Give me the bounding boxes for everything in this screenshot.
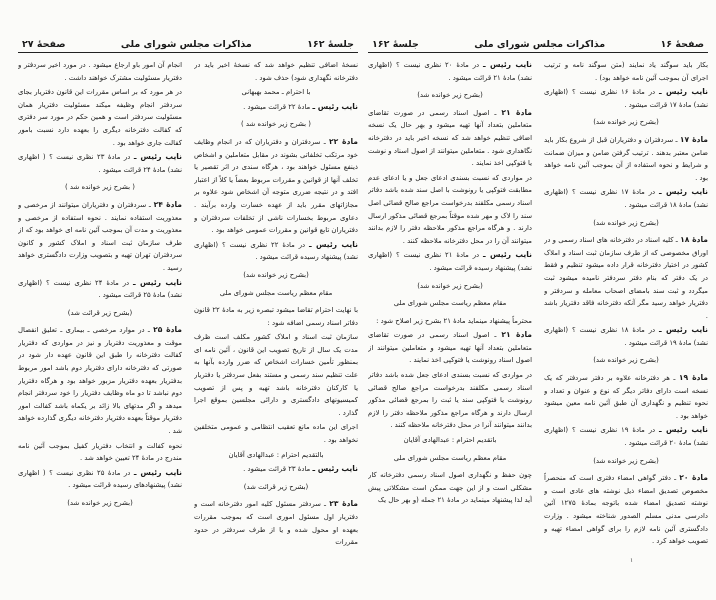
paragraph-text: (بشرح زیر خوانده شد) — [593, 118, 659, 127]
text-column — [194, 59, 358, 597]
paragraph-text: (بشرح زیر خوانده شد) — [417, 281, 483, 290]
paragraph-text: چون حفظ و نگهداری اصول اسناد رسمی دفترخانه کار مشکلی است و از این جهت ممکن است مشکلاتی پیش آید لذا پیشنهاد مینماید در مادهٔ ۲۱ جمله (و بهر حال یک — [368, 471, 532, 505]
header-title: مذاکرات مجلس شورای ملی — [474, 39, 606, 50]
paragraph — [368, 329, 532, 367]
paragraph-text: باتقدیم احترام : عبدالهادی آقایان — [403, 436, 497, 445]
paragraph-text: با نهایت احترام تقاضا میشود تبصره زیر به مادهٔ ۲۲ قانون دفاتر اسناد رسمی اضافه شود : — [194, 306, 358, 327]
text-column — [544, 59, 708, 597]
speaker-or-article-label: مادهٔ ۲۱ — [501, 330, 532, 340]
paragraph — [18, 277, 182, 302]
speaker-or-article-label: نایب رئیس ـ — [483, 250, 532, 260]
page-number: صفحهٔ ۱۶ — [660, 39, 704, 50]
paragraph — [544, 186, 708, 211]
paragraph-text: (بشرح زیر خوانده شد) — [593, 456, 659, 465]
paragraph-text: بکار باید سوگند یاد نمایند (متن سوگند نامه و ترتیب اجرای آن بموجب آئین نامه خواهد بود) . — [544, 61, 708, 82]
paragraph-text: ـ اصول اسناد رسمی در صورت تقاضای متعاملین بتعداد آنها تهیه میشود و بهر حال یک نسخه اضافی تنظیم خواهد شد که نسخه اخیر باید در دفترخانه نگاهداری شود . متعاملین میتوانند از اصول اسناد و نوشت یا فتوکپی اخذ نمایند . — [368, 108, 532, 168]
paragraph — [544, 86, 708, 111]
text-column — [368, 59, 532, 597]
speaker-or-article-label: نایب رئیس ـ — [483, 60, 532, 69]
paragraph-text: (بشرح زیر خوانده شد) — [593, 356, 659, 365]
paragraph — [368, 315, 532, 328]
signature-line — [194, 449, 358, 462]
speaker-or-article-label: مادهٔ ۱۸ — [680, 235, 708, 245]
paragraph — [368, 107, 532, 170]
paragraph — [544, 324, 708, 349]
paragraph — [544, 234, 708, 322]
paragraph-text: (بشرح زیر خوانده شد) — [593, 218, 659, 227]
paragraph — [368, 369, 532, 432]
paragraph-text: مادهٔ ۲۳ قرائت میشود . — [243, 465, 313, 474]
paragraph — [368, 172, 532, 248]
paragraph-text: با احترام ـ محمد بهبهانی — [241, 88, 311, 97]
speaker-or-article-label: نایب رئیس ـ — [312, 101, 358, 111]
paragraph-text: در مواردی که نسبت بسندی ادعای جعل و یا ادعای عدم مطابقت فتوکپی یا رونوشت با اصل سند شده باشد دفاتر اسناد رسمی مکلفند بدرخواست مراجع صالح قضائی اصل سند را لاک و مهر شده موقتاً بمرجع قضائی مذکور ارسال دارند . و هرگاه مراجع مذکور ملاحظه دفتر را لازم بدانند میتوانند آن را در محل دفترخانه ملاحظه کنند . — [368, 173, 532, 245]
paragraph-text: در مادهٔ ۲۲ نظری نیست ؟ (اظهاری نشد) پیشنهاد رسیده قرائت میشود . — [194, 240, 358, 262]
paragraph — [544, 372, 708, 422]
paragraph — [18, 59, 182, 84]
paragraph-text: ـ دفتر گواهی امضاء دفتری است که منحصراً مخصوص تصدیق امضاء ذیل نوشته های عادی است و نوشته تصدیق امضاء شده باتوجه بمادهٔ ۱۲۷۵ آئین دادرسی مدنی مسلم الصدور شناخته میشود . وزارت دادگستری آئین نامه لازم را برای گواهی امضاء تهیه و تصویب خواهد کرد . — [544, 474, 708, 546]
paragraph — [544, 134, 708, 184]
paragraph-text: (بشرح زیر خوانده شد) — [417, 91, 483, 100]
paragraph-text: در مادهٔ ۲۱ نظری نیست ؟ (اظهاری نشد) پیشنهاد رسیده قرائت میشود . — [368, 251, 532, 272]
speaker-or-article-label: نایب رئیس ـ — [659, 325, 708, 335]
caption-line — [368, 89, 532, 102]
footer-mark: ۱ — [630, 557, 634, 564]
right-page — [368, 36, 708, 596]
caption-line — [544, 116, 708, 129]
header-title: مذاکرات مجلس شورای ملی — [120, 39, 252, 50]
speaker-or-article-label: مادهٔ ۲۲ — [329, 136, 358, 146]
paragraph-text: در مادهٔ ۱۸ نظری نیست ؟ (اظهاری نشد) مادهٔ ۱۹ قرائت میشود . — [544, 326, 708, 347]
paragraph-text: (بشرح زیر خوانده شد) — [67, 499, 133, 507]
paragraph — [194, 304, 358, 329]
paragraph — [544, 424, 708, 449]
caption-line — [194, 481, 358, 494]
caption-line — [544, 455, 708, 468]
paragraph — [18, 467, 182, 492]
left-page-header — [18, 36, 358, 53]
speaker-or-article-label: مادهٔ ۱۹ — [678, 373, 708, 383]
paragraph-text: در مادهٔ ۱۹ نظری نیست ؟ (اظهاری نشد) مادهٔ ۲۰ قرائت میشود . — [544, 426, 708, 448]
paragraph-text: محترماً پیشنهاد مینماید مادهٔ ۲۱ بشرح زیر اصلاح شود : — [376, 316, 532, 325]
paragraph-text: ـ سردفتران و دفتریاران قبل از شروع بکار باید ضامن معتبر بدهند . ترتیب گرفتن ضامن و میزان ضمانت و شرایط و نحوه استفاده از آن بموجب آئین نامه خواهد بود . — [544, 135, 708, 182]
paragraph — [368, 469, 532, 507]
paragraph-text: بالتقدیم احترام : عبدالهادی آقایان — [228, 450, 324, 459]
paragraph-text: ـ سردفتر مسئول کلیه امور دفترخانه است و دفتریار اول مسئول اموری است که بموجب مقررات بعهده او محول شده و یا از طرف سردفتر در حدود مقررات — [194, 500, 358, 547]
paragraph-text: (بشرح زیر قرائت شد) — [67, 308, 133, 317]
paragraph — [368, 249, 532, 274]
speaker-or-article-label: نایب رئیس ـ — [312, 464, 358, 474]
paragraph-text: ( بشرح زیر خوانده شد ) — [241, 120, 311, 129]
paragraph-text: ـ سردفتران و دفتریاران میتوانند از مرخصی و معذوریت استفاده نمایند . نحوه استفاده از مرخصی و معذوریت و مدت آن بموجب آئین نامه ای خواهد بود که از طرف سازمان ثبت اسناد و املاک کشور و کانون سردفتران تهران تهیه و بتصویب وزارت دادگستری خواهد رسید . — [18, 200, 182, 272]
paragraph — [18, 440, 182, 465]
page-number: صفحهٔ ۲۷ — [22, 39, 66, 50]
paragraph-text: انجام آن امور باو ارجاع میشود . در مورد اخیر سردفتر و دفتریار مسئولیت مشترک خواهند داشت . — [18, 61, 182, 82]
paragraph — [194, 59, 358, 84]
paragraph — [368, 59, 532, 84]
speaker-or-article-label: نایب رئیس ـ — [309, 239, 358, 249]
caption-line — [544, 217, 708, 230]
paragraph — [194, 239, 358, 264]
paragraph-text: در مادهٔ ۲۵ نظری نیست ؟ ( اظهاری نشد) پیشنهادهای رسیده قرائت میشود . — [18, 468, 182, 490]
paragraph-text: ( بشرح زیر خوانده شد ) — [65, 183, 135, 192]
paragraph — [194, 421, 358, 446]
signature-line — [368, 434, 532, 447]
paragraph — [18, 324, 182, 437]
speaker-or-article-label: نایب رئیس ـ — [659, 425, 708, 435]
paragraph — [544, 472, 708, 548]
paragraph-text: در هر مورد که بر اساس مقررات این قانون دفتریار بجای سردفتر انجام وظیفه میکند مسئولیت دفتریار همان مسئولیت سردفتر است و همین حکم در مورد سر دفتری که کفالت دفترخانه دیگری را بعهده دارد نسبت بامور کفالت جاری خواهد بود . — [18, 88, 182, 147]
paragraph-text: (بشرح زیر قرائت شد) — [243, 482, 309, 491]
paragraph-text: در مادهٔ ۲۴ نظری نیست ؟ (اظهاری نشد) مادهٔ ۲۵ قرائت میشود . — [18, 278, 182, 300]
caption-line — [368, 297, 532, 310]
paragraph-text: ـ اصول اسناد رسمی در صورت تقاضای متعاملین بتعداد آنها تهیه میشود و متعاملین میتوانند از اصول اسناد رونوشت یا فتوکپی اخذ نمایند . — [368, 331, 532, 365]
caption-line — [18, 307, 182, 320]
text-column — [18, 59, 182, 597]
caption-line — [194, 269, 358, 282]
speaker-or-article-label: نایب رئیس ـ — [133, 277, 182, 287]
paragraph-text: نسخهٔ اضافی تنظیم خواهد شد که نسخهٔ اخیر باید در دفترخانه نگهداری شود) حذف شود . — [194, 61, 358, 82]
left-page — [18, 36, 358, 596]
speaker-or-article-label: نایب رئیس ـ — [659, 187, 708, 197]
speaker-or-article-label: نایب رئیس ـ — [133, 467, 182, 477]
caption-line — [18, 497, 182, 510]
session-label: جلسهٔ ۱۶۲ — [372, 39, 419, 50]
paragraph-text: ـ کلیه اسناد در دفترخانه های اسناد رسمی و در اوراق مخصوصی که از طرف سازمان ثبت اسناد و املاک کشور در اختیار دفترخانه قرار داده میشود تنظیم و فقط در یک دفتر که بنام دفتر سردفتر نامیده میشود ثبت میگردد و ثبت سند بامضای اصحاب معامله و سردفتر و دفتریار خواهد رسید مگر آنکه دفترخانه فاقد دفتریار باشد . — [544, 236, 708, 320]
paragraph-text: در مادهٔ ۲۳ نظری نیست ؟ ( اظهاری نشد) مادهٔ ۲۴ قرائت میشود . — [18, 153, 182, 174]
paragraph — [194, 101, 358, 114]
session-label: جلسهٔ ۱۶۲ — [307, 39, 354, 50]
signature-line — [194, 86, 358, 99]
paragraph-text: مقام معظم ریاست مجلس شورای ملی — [219, 288, 333, 297]
paragraph-text: نحوه کفالت و انتخاب دفتریار کفیل بموجب آئین نامه مندرج در مادهٔ ۲۴ تعیین خواهد شد . — [18, 441, 182, 463]
paragraph — [194, 136, 358, 237]
paragraph-text: در مادهٔ ۱۷ نظری نیست ؟ (اظهاری نشد) مادهٔ ۱۸ قرائت میشود . — [544, 188, 708, 209]
paragraph — [194, 463, 358, 476]
caption-line — [368, 452, 532, 465]
paragraph — [18, 151, 182, 176]
speaker-or-article-label: مادهٔ ۲۳ — [329, 499, 358, 509]
paragraph-text: سازمان ثبت اسناد و املاک کشور مکلف است ظرف مدت یک سال از تاریخ تصویب این قانون ، آئین نامه ای بمنظور تأمین خسارات اشخاص که ضرر وارده بآنها به علت تنظیم سند رسمی و مستند بفعل سردفتر یا دفتریار یا کارکنان دفترخانه باشد تهیه و پس از تصویب کمیسیونهای دادگستری و دارائی مجلسین بموقع اجرا گذارد . — [194, 333, 358, 417]
paragraph-text: مقام معظم ریاست مجلس شورای ملی — [393, 453, 507, 462]
paragraph-text: ـ هر دفترخانه علاوه بر دفتر سردفتر که یک نسخه است دارای دفاتر دیگر که نوع و عنوان و تعداد و نحوه تنظیم و نگهداری آن طبق آئین نامه معین میشود خواهد بود . — [544, 374, 708, 420]
caption-line — [544, 354, 708, 367]
speaker-or-article-label: مادهٔ ۲۴ — [153, 199, 182, 209]
speaker-or-article-label: مادهٔ ۲۵ — [153, 325, 182, 335]
paragraph — [18, 86, 182, 149]
paragraph-text: ـ در موارد مرخصی ـ بیماری ـ تعلیق انفصال موقت و معذوریت دفتریار و نیز در مواردی که دفتریار کفالت دفترخانه را طبق این قانون عهده دار شود در صورتی که دفترخانه دارای دفتریار دوم باشد امور مربوط بدفتریار بعهده دفتریار مزبور خواهد بود و هرگاه دفتریار دوم نباشد تا دو ماه وظایف دفتریار را خود سردفتر انجام میدهد و اگر مدتهای بالا زائد بر یکماه باشد کفالت امور دفتریار موقتاً بعهده دفتریار دفترخانه دیگری گذارده خواهد شد . — [18, 326, 182, 436]
paragraph-text: در مادهٔ ۱۶ نظری نیست ؟ (اظهاری نشد) مادهٔ ۱۷ قرائت میشود . — [544, 88, 708, 109]
paragraph-text: ـ سردفتران و دفتریاران که در انجام وظایف خود مرتکب تخلفاتی بشوند در مقابل متعاملین و اشخاص ذینفع مسئول خواهند بود ، هرگاه سندی در اثر تقصیر یا تخلف آنها از قوانین و مقررات مربوط بعضاً یا کلاً از اعتبار افتد و در نتیجه ضرری متوجه آن اشخاص شود علاوه بر مجازاتهای مقرر باید از عهده خسارت وارده برآیند . دعاوی مربوط بخسارات ناشی از تخلفات سردفتران و دفتریاران تابع قوانین و مقررات عمومی خواهد بود . — [194, 137, 358, 235]
paragraph-text: در مواردی که نسبت بسندی ادعای جعل شده باشد دفاتر اسناد رسمی مکلفند بدرخواست مراجع صالح قضائی رونوشت یا فتوکپی سند یا ثبت را بمرجع قضائی مذکور ارسال دارند و هرگاه مراجع مذکور ملاحظه دفتر را لازم بدانند میتوانند آنرا در محل دفترخانه ملاحظه کنند . — [368, 371, 532, 430]
paragraph-text: مادهٔ ۲۲ قرائت میشود . — [243, 102, 313, 111]
paragraph — [544, 59, 708, 84]
speaker-or-article-label: نایب رئیس ـ — [659, 87, 708, 97]
paragraph-text: در مادهٔ ۲۰ نظری نیست ؟ (اظهاری نشد) مادهٔ ۲۱ قرائت میشود . — [368, 61, 532, 82]
paragraph — [194, 331, 358, 419]
speaker-or-article-label: نایب رئیس ـ — [133, 152, 182, 162]
paragraph — [18, 199, 182, 275]
caption-line — [368, 280, 532, 293]
paragraph-text: (بشرح زیر خوانده شد) — [243, 270, 309, 279]
paragraph — [194, 498, 358, 548]
paragraph-text: اجرای این ماده مانع تعقیب انتظامی و عمومی متخلفین نخواهد بود . — [194, 423, 358, 445]
speaker-or-article-label: مادهٔ ۲۰ — [679, 473, 708, 483]
right-page-header — [368, 36, 708, 53]
speaker-or-article-label: مادهٔ ۲۱ — [501, 107, 532, 117]
caption-line — [18, 181, 182, 194]
speaker-or-article-label: مادهٔ ۱۷ — [679, 134, 708, 144]
caption-line — [194, 118, 358, 131]
paragraph-text: مقام معظم ریاست مجلس شورای ملی — [393, 299, 507, 308]
caption-line — [194, 287, 358, 300]
